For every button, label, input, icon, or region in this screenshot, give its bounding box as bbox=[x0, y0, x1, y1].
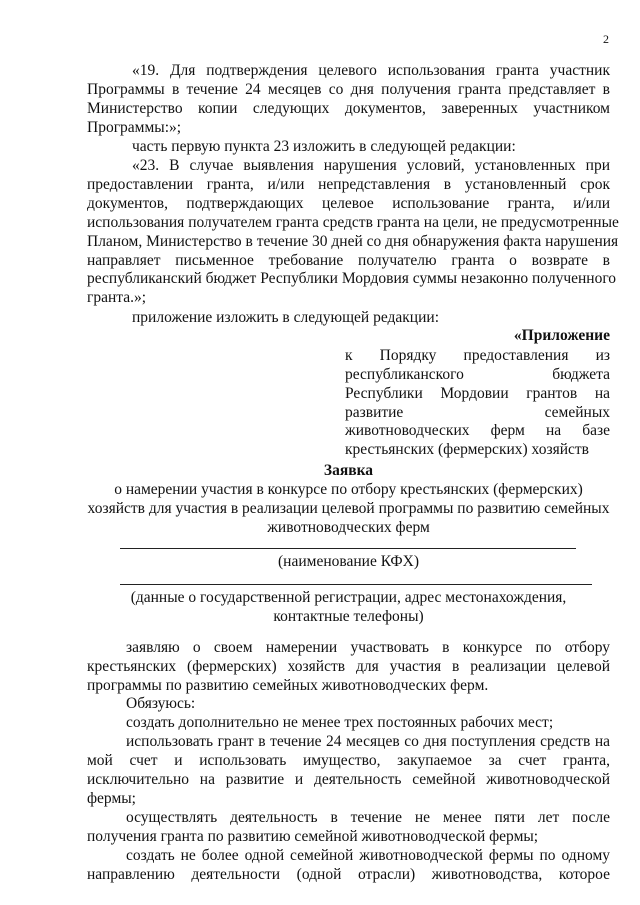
clause-23-line: документов, подтверждающих целевое использование гранта, и/или bbox=[87, 195, 610, 212]
declaration-line: заявляю о своем намерении участвовать в конкурсе по отбору bbox=[126, 639, 610, 656]
page-number: 2 bbox=[603, 32, 609, 46]
clause-19-line: Программы:»; bbox=[87, 119, 182, 136]
commitment-operate-line: осуществлять деятельность в течение не менее пяти лет после bbox=[126, 809, 610, 826]
commitment-jobs: создать дополнительно не менее трех постоянных рабочих мест; bbox=[126, 714, 554, 731]
kfh-name-caption: (наименование КФХ) bbox=[278, 553, 419, 570]
application-subtitle-line: животноводческих ферм bbox=[267, 519, 430, 536]
clause-23-line: республиканский бюджет Республики Мордовия суммы незаконно полученного bbox=[87, 270, 617, 287]
application-subtitle-line: о намерении участия в конкурсе по отбору крестьянских (фермерских) bbox=[114, 481, 583, 498]
clause-23-line: предоставлении гранта, и/или непредставления в установленный срок bbox=[87, 176, 610, 193]
appendix-line: Республики Мордовии грантов на bbox=[345, 385, 610, 402]
declaration-line: крестьянских (фермерских) хозяйств для участия в реализации целевой bbox=[87, 658, 610, 675]
appendix-line: крестьянских (фермерских) хозяйств bbox=[345, 441, 589, 458]
appendix-line: республиканского бюджета bbox=[345, 366, 610, 383]
part-first-23-instruction: часть первую пункта 23 изложить в следующей редакции: bbox=[132, 138, 516, 155]
commitment-create-line: направлению деятельности (одной отрасли) животноводства, которое bbox=[87, 866, 610, 883]
clause-23-line: использования получателем гранта средств гранта на цели, не предусмотренные bbox=[87, 214, 619, 231]
commitment-use-grant-line: использовать грант в течение 24 месяцев со дня поступления средств на bbox=[126, 733, 610, 750]
appendix-instruction: приложение изложить в следующей редакции: bbox=[132, 309, 440, 326]
clause-23-line: Планом, Министерство в течение 30 дней со дня обнаружения факта нарушения bbox=[87, 233, 619, 250]
clause-19-line: Программы в течение 24 месяцев со дня получения гранта представляет в bbox=[87, 81, 610, 98]
commitment-create-line: создать не более одной семейной животноводческой фермы по одному bbox=[126, 847, 610, 864]
clause-23-line: направляет письменное требование получателю гранта о возврате в bbox=[87, 252, 610, 269]
kfh-name-field-line bbox=[120, 548, 576, 549]
registration-data-caption: (данные о государственной регистрации, адрес местонахождения, bbox=[130, 589, 567, 606]
appendix-line: животноводческих ферм на базе bbox=[345, 422, 610, 439]
appendix-line: развитие семейных bbox=[345, 404, 610, 421]
clause-23-line: «23. В случае выявления нарушения условий, установленных при bbox=[132, 157, 610, 174]
application-subtitle-line: хозяйств для участия в реализации целевой программы по развитию семейных bbox=[87, 500, 610, 517]
declaration-line: программы по развитию семейных животноводческих ферм. bbox=[87, 677, 489, 694]
clause-19-line: «19. Для подтверждения целевого использования гранта участник bbox=[132, 62, 610, 79]
clause-23-line: гранта.»; bbox=[87, 289, 147, 306]
clause-19-line: Министерство копии следующих документов, заверенных участником bbox=[87, 100, 610, 117]
commitment-use-grant-line: исключительно на развитие и деятельность семейной животноводческой bbox=[87, 771, 610, 788]
commitment-use-grant-line: мой счет и использовать имущество, закупаемое за счет гранта, bbox=[87, 752, 610, 769]
commit-heading: Обязуюсь: bbox=[126, 695, 196, 712]
registration-data-caption: контактные телефоны) bbox=[273, 608, 424, 625]
commitment-operate-line: получения гранта по развитию семейной животноводческой фермы; bbox=[87, 828, 539, 845]
commitment-use-grant-line: фермы; bbox=[87, 790, 136, 807]
registration-data-field-line bbox=[120, 584, 592, 585]
appendix-line: к Порядку предоставления из bbox=[345, 347, 610, 364]
application-title: Заявка bbox=[323, 462, 374, 479]
appendix-title: «Приложение bbox=[513, 327, 610, 344]
